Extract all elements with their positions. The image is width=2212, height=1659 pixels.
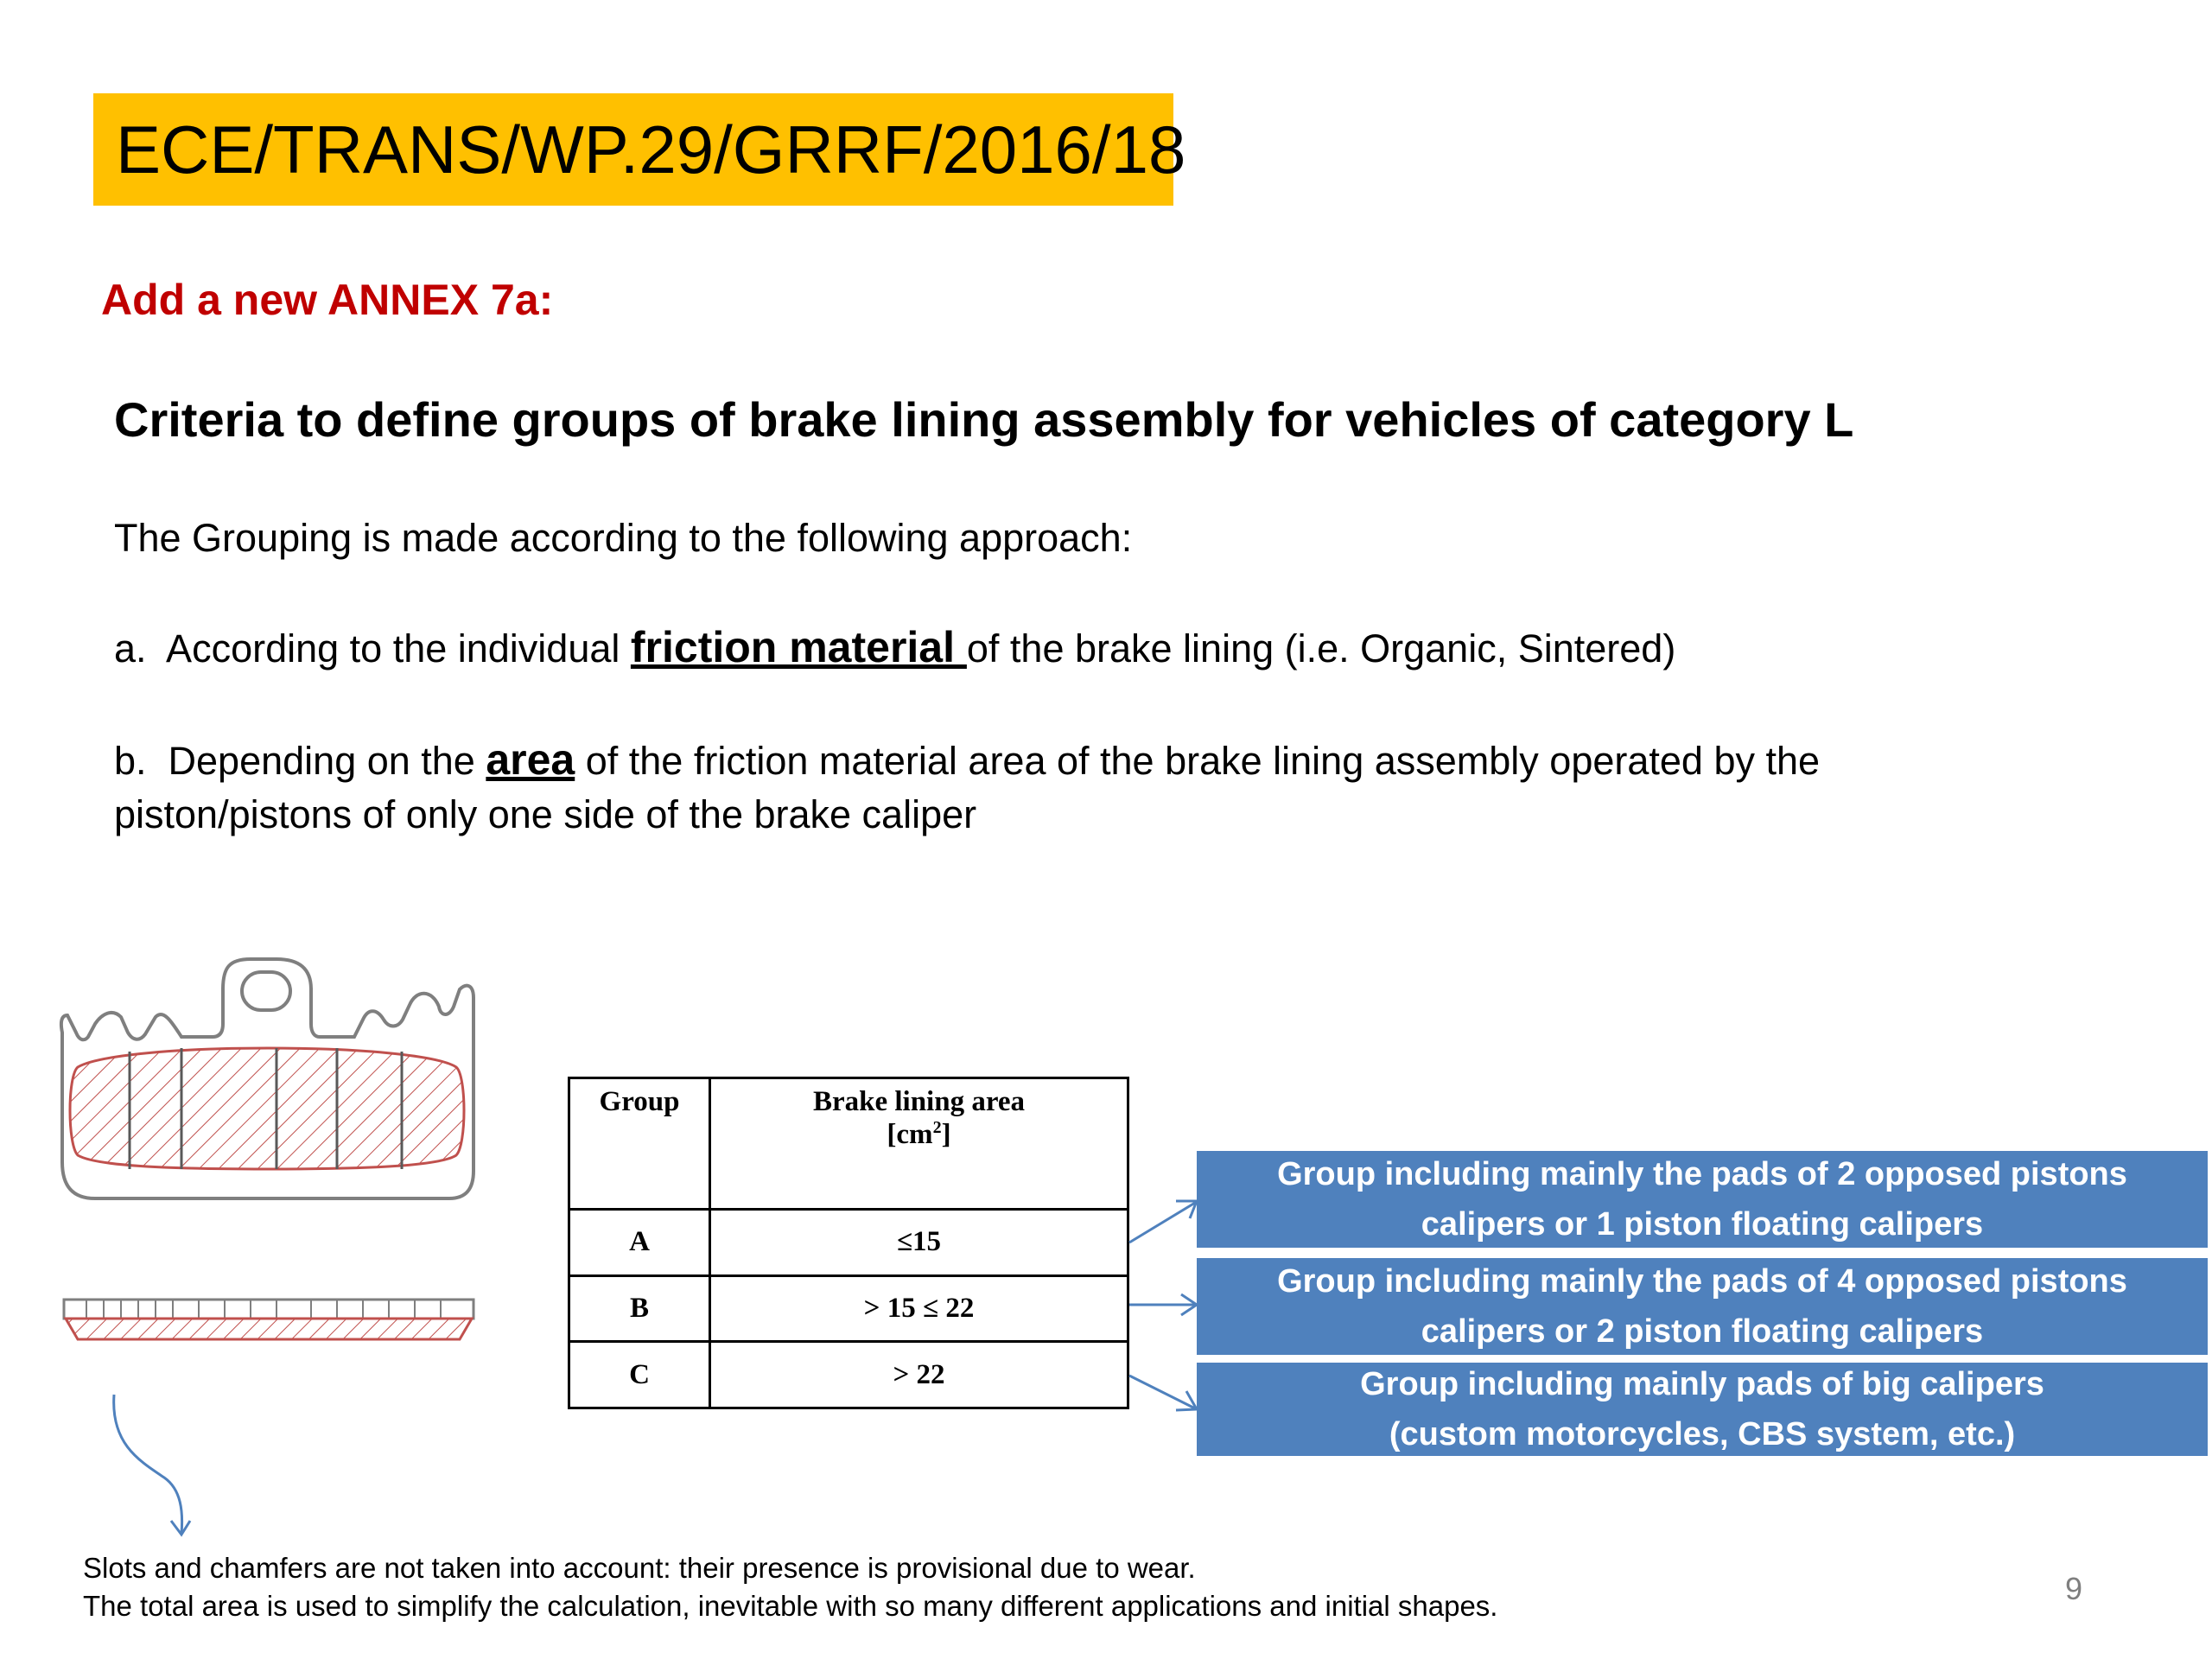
criterion-a-prefix: a. According to the individual [114, 626, 631, 671]
group-b-line2: calipers or 2 piston floating calipers [1421, 1313, 1984, 1350]
table-cell-area: > 15 ≤ 22 [710, 1275, 1128, 1342]
document-code-banner [93, 93, 1186, 206]
table-cell-group: A [569, 1210, 710, 1276]
brake-pad-side-view [60, 1296, 484, 1348]
criterion-b-prefix: b. Depending on the [114, 739, 486, 783]
footnote-line1: Slots and chamfers are not taken into account: their presence is provisional due to wear. [83, 1552, 1196, 1584]
criterion-a-suffix: of the brake lining (i.e. Organic, Sintered) [966, 626, 1676, 671]
criterion-b [114, 733, 2058, 842]
arrow-c-icon [1129, 1376, 1195, 1408]
group-b-line1: Group including mainly the pads of 4 opposed pistons [1277, 1263, 2127, 1300]
table-header-area [710, 1078, 1128, 1210]
table-cell-area: > 22 [710, 1342, 1128, 1408]
criterion-a-keyword: friction material [630, 623, 967, 671]
group-b-description [1197, 1258, 2208, 1355]
table-row [569, 1342, 1128, 1408]
table-cell-group: B [569, 1275, 710, 1342]
group-table [568, 1077, 1129, 1409]
footnote-line2: The total area is used to simplify the calculation, inevitable with so many different applications and initial shapes. [83, 1590, 1498, 1622]
arrow-a-icon [1129, 1203, 1195, 1243]
table-cell-group: C [569, 1342, 710, 1408]
annex-title: Add a new ANNEX 7a: [101, 276, 554, 324]
group-c-line2: (custom motorcycles, CBS system, etc.) [1389, 1416, 2016, 1452]
area-unit-base: [cm [887, 1119, 933, 1150]
criteria-heading: Criteria to define groups of brake lining assembly for vehicles of category L [114, 392, 1854, 447]
criterion-a [114, 622, 1675, 672]
footnote [83, 1549, 1497, 1625]
intro-text: The Grouping is made according to the following approach: [114, 516, 1133, 560]
group-a-line1: Group including mainly the pads of 2 opposed pistons [1277, 1156, 2127, 1192]
table-cell-area: ≤15 [710, 1210, 1128, 1276]
table-row [569, 1275, 1128, 1342]
table-header-row [569, 1078, 1128, 1210]
group-c-description [1197, 1363, 2208, 1456]
document-code: ECE/TRANS/WP.29/GRRF/2016/18 [116, 111, 1186, 188]
table-header-area-line2 [711, 1118, 1127, 1151]
page-number: 9 [2065, 1571, 2083, 1606]
group-a-line2: calipers or 1 piston floating calipers [1421, 1206, 1984, 1243]
table-to-group-arrows [1128, 1192, 1205, 1417]
group-a-description [1197, 1151, 2208, 1248]
table-row [569, 1210, 1128, 1276]
group-c-line1: Group including mainly pads of big calipers [1360, 1366, 2044, 1402]
table-header-group: Group [569, 1078, 710, 1210]
area-unit-sup: 2 [932, 1118, 942, 1137]
table-header-area-line1: Brake lining area [812, 1086, 1026, 1117]
brake-pad-front-view [60, 955, 484, 1205]
area-unit-end: ] [941, 1119, 951, 1150]
curved-arrow-icon [104, 1391, 207, 1538]
criterion-b-suffix: of the friction material area of the brake lining assembly operated by the piston/pistons of only one side of the brake caliper [114, 739, 1821, 836]
criterion-b-keyword: area [486, 735, 575, 784]
